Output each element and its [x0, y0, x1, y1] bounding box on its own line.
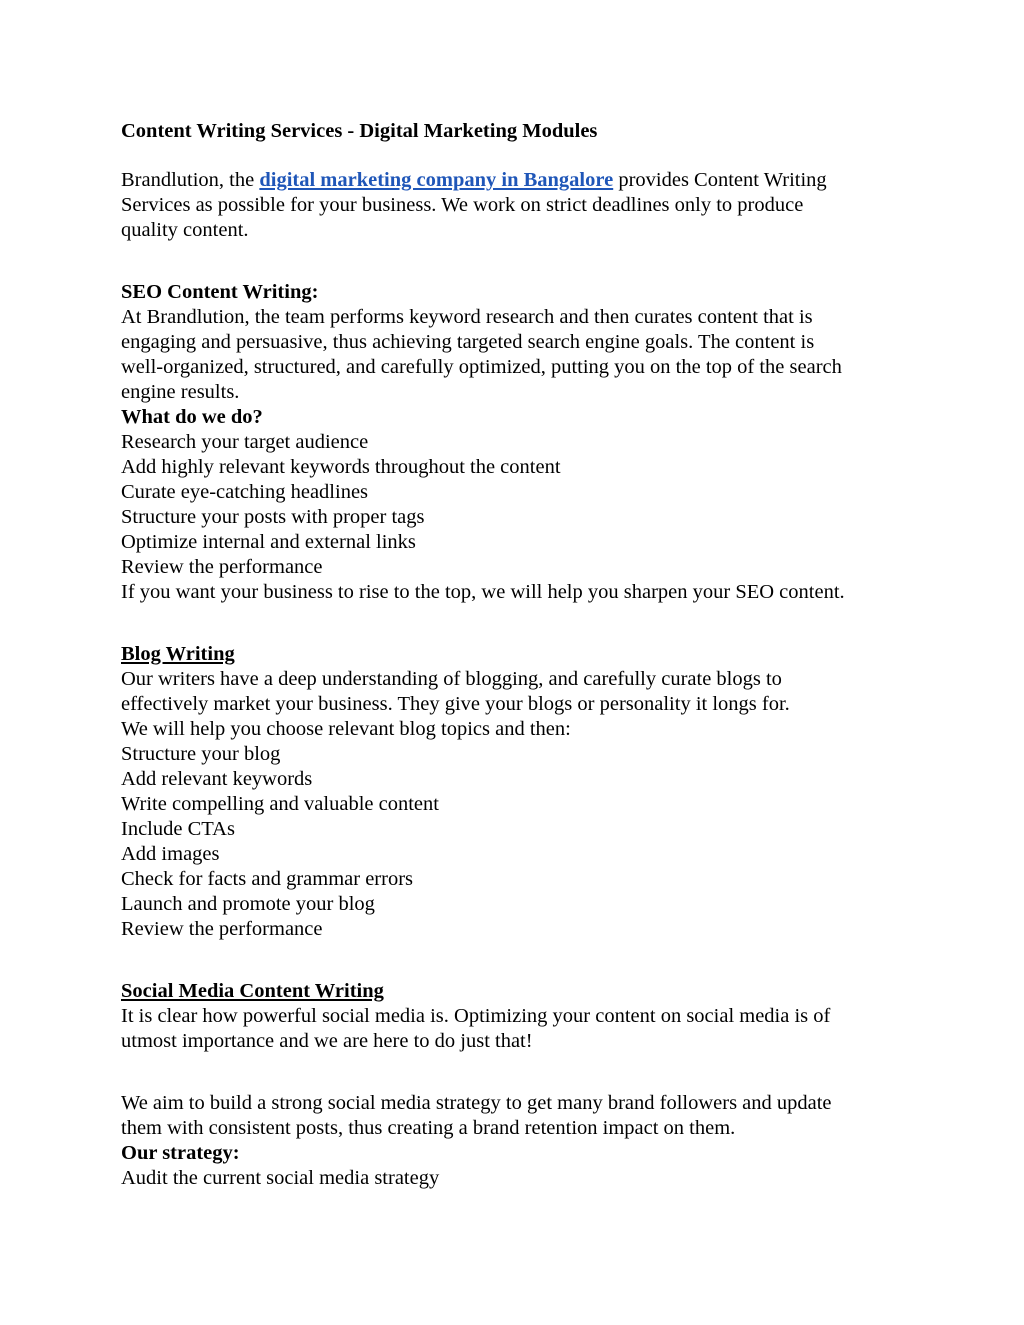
blog-heading: Blog Writing — [121, 643, 235, 665]
social-section — [121, 979, 921, 1191]
social-list-item: Audit the current social media strategy — [121, 1167, 440, 1189]
seo-section — [121, 280, 921, 605]
seo-list-item: Add highly relevant keywords throughout the content — [121, 456, 561, 478]
seo-list-item: Review the performance — [121, 556, 323, 578]
seo-closing: If you want your business to rise to the top, we will help you sharpen your SEO content. — [121, 581, 845, 603]
seo-list-item: Research your target audience — [121, 431, 369, 453]
document-title: Content Writing Services - Digital Marketing Modules — [121, 120, 598, 142]
social-text-line: them with consistent posts, thus creating a brand retention impact on them. — [121, 1117, 736, 1139]
blog-text-line: We will help you choose relevant blog topics and then: — [121, 718, 571, 740]
social-text-line: utmost importance and we are here to do just that! — [121, 1030, 533, 1052]
seo-text-line: engine results. — [121, 381, 240, 403]
social-subheading: Our strategy: — [121, 1142, 240, 1164]
blog-text-line: effectively market your business. They give your blogs or personality it longs for. — [121, 693, 790, 715]
digital-marketing-link[interactable]: digital marketing company in Bangalore — [259, 169, 614, 191]
blog-list-item: Launch and promote your blog — [121, 893, 375, 915]
blog-list-item: Check for facts and grammar errors — [121, 868, 413, 890]
blog-list-item: Review the performance — [121, 918, 323, 940]
blog-list-item: Add relevant keywords — [121, 768, 313, 790]
social-text-line: We aim to build a strong social media strategy to get many brand followers and update — [121, 1092, 832, 1114]
seo-text-line: engaging and persuasive, thus achieving targeted search engine goals. The content is — [121, 331, 815, 353]
seo-text-line: At Brandlution, the team performs keyword research and then curates content that is — [121, 306, 813, 328]
blog-text-line: Our writers have a deep understanding of blogging, and carefully curate blogs to — [121, 668, 782, 690]
seo-list-item: Structure your posts with proper tags — [121, 506, 425, 528]
seo-heading: SEO Content Writing: — [121, 281, 319, 303]
intro-line-1 — [121, 168, 921, 193]
blog-list-item: Structure your blog — [121, 743, 281, 765]
blog-list-item: Write compelling and valuable content — [121, 793, 439, 815]
social-text-line: It is clear how powerful social media is. Optimizing your content on social media is of — [121, 1005, 831, 1027]
seo-list-item: Curate eye-catching headlines — [121, 481, 369, 503]
blog-list-item: Add images — [121, 843, 220, 865]
blog-list-item: Include CTAs — [121, 818, 235, 840]
seo-text-line: well-organized, structured, and carefully optimized, putting you on the top of the search — [121, 356, 842, 378]
blog-section — [121, 642, 921, 942]
intro-line-2: Services as possible for your business. We work on strict deadlines only to produce — [121, 194, 804, 216]
intro-text-pre: Brandlution, the — [121, 169, 260, 191]
intro-paragraph — [121, 168, 921, 243]
seo-subheading: What do we do? — [121, 406, 263, 428]
document-body — [121, 119, 921, 1191]
seo-list-item: Optimize internal and external links — [121, 531, 416, 553]
intro-text-post: provides Content Writing — [613, 169, 827, 191]
social-heading: Social Media Content Writing — [121, 980, 384, 1002]
intro-line-3: quality content. — [121, 219, 249, 241]
